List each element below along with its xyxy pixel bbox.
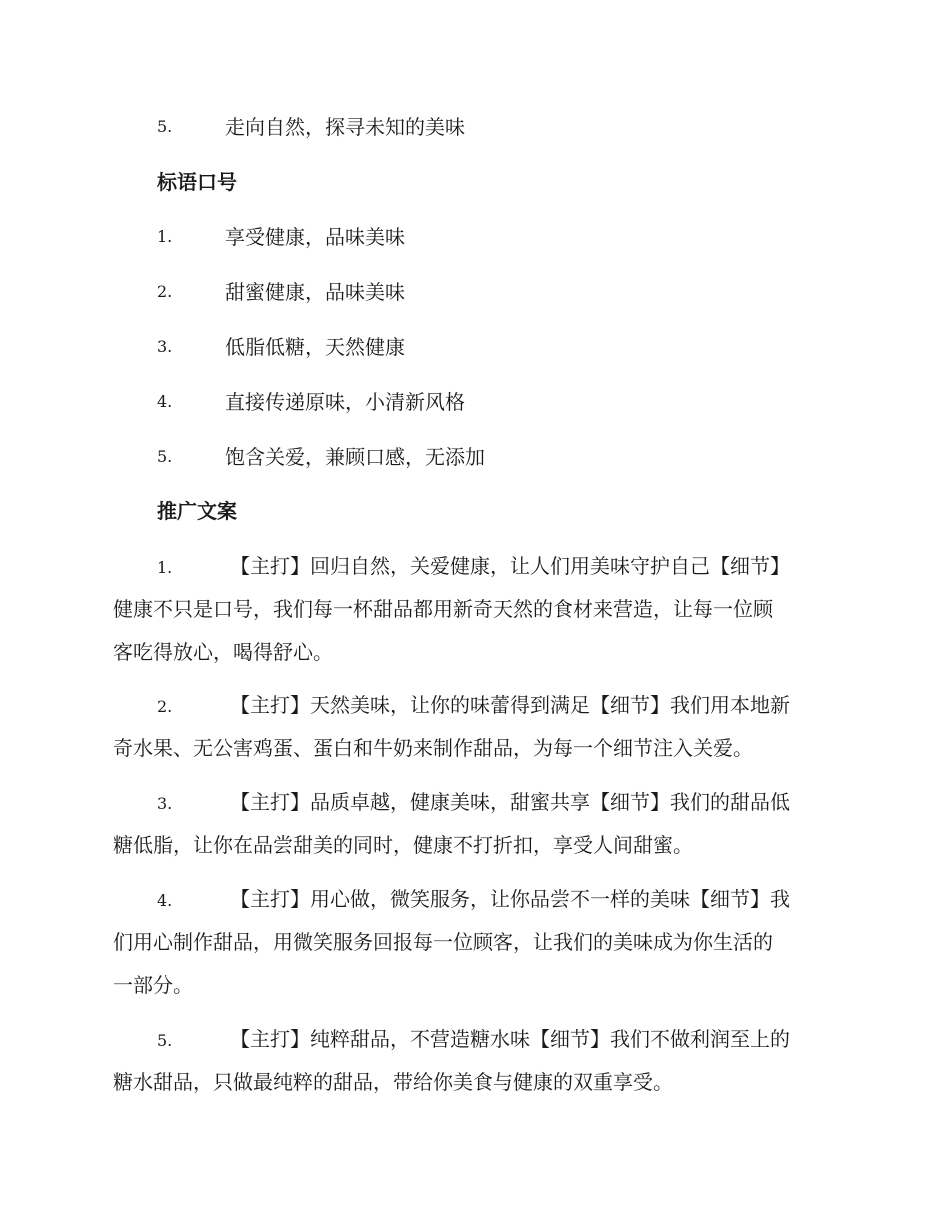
paragraph-line: [157, 691, 790, 721]
list-text: 享受健康，品味美味: [225, 225, 405, 249]
paragraph-number: 1.: [157, 558, 173, 577]
paragraph-line: [157, 788, 790, 818]
list-text: 饱含关爱，兼顾口感，无添加: [225, 445, 485, 469]
paragraph-line: [157, 552, 790, 582]
paragraph-text: 【主打】纯粹甜品，不营造糖水味【细节】我们不做利润至上的: [230, 1027, 790, 1051]
list-text: 走向自然，探寻未知的美味: [225, 115, 465, 139]
list-number: 5.: [157, 447, 173, 466]
paragraph-line: 客吃得放心，喝得舒心。: [113, 640, 333, 664]
paragraph-text: 【主打】天然美味，让你的味蕾得到满足【细节】我们用本地新: [230, 693, 790, 717]
paragraph-number: 4.: [157, 891, 173, 910]
paragraph-number: 5.: [157, 1031, 173, 1050]
paragraph-line: [157, 885, 790, 915]
list-number: 4.: [157, 392, 173, 411]
paragraph-line: 一部分。: [113, 973, 193, 997]
paragraph-line: 健康不只是口号，我们每一杯甜品都用新奇天然的食材来营造，让每一位顾: [113, 597, 773, 621]
paragraph-line: [157, 1025, 790, 1055]
section-heading-slogans: 标语口号: [157, 170, 237, 194]
list-text: 直接传递原味，小清新风格: [225, 390, 465, 414]
list-text: 低脂低糖，天然健康: [225, 335, 405, 359]
paragraph-text: 【主打】用心做，微笑服务，让你品尝不一样的美味【细节】我: [230, 887, 790, 911]
paragraph-line: 糖低脂，让你在品尝甜美的同时，健康不打折扣，享受人间甜蜜。: [113, 833, 693, 857]
list-text: 甜蜜健康，品味美味: [225, 280, 405, 304]
section-heading-promo: 推广文案: [157, 499, 237, 523]
list-number: 5.: [157, 117, 173, 136]
paragraph-number: 3.: [157, 794, 173, 813]
paragraph-text: 【主打】回归自然，关爱健康，让人们用美味守护自己【细节】: [230, 554, 790, 578]
paragraph-line: 糖水甜品，只做最纯粹的甜品，带给你美食与健康的双重享受。: [113, 1070, 673, 1094]
list-number: 3.: [157, 337, 173, 356]
paragraph-line: 们用心制作甜品，用微笑服务回报每一位顾客，让我们的美味成为你生活的: [113, 930, 773, 954]
paragraph-line: 奇水果、无公害鸡蛋、蛋白和牛奶来制作甜品，为每一个细节注入关爱。: [113, 736, 753, 760]
list-number: 2.: [157, 282, 173, 301]
paragraph-number: 2.: [157, 697, 173, 716]
list-number: 1.: [157, 227, 173, 246]
paragraph-text: 【主打】品质卓越，健康美味，甜蜜共享【细节】我们的甜品低: [230, 790, 790, 814]
